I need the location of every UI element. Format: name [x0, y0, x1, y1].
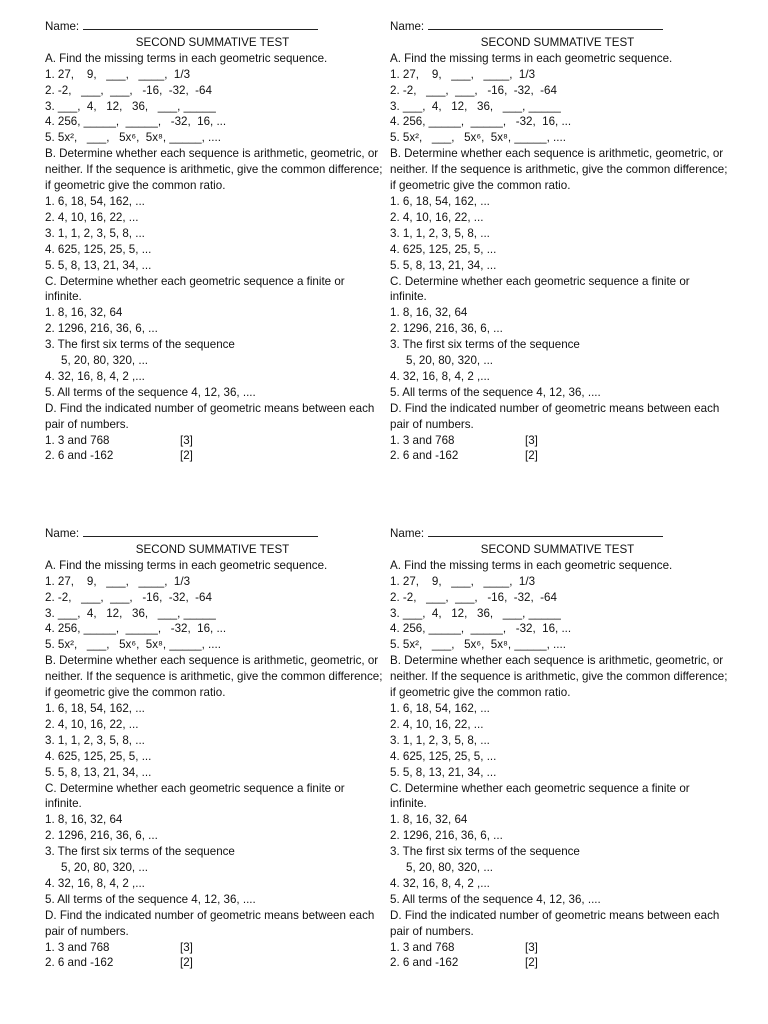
name-label: Name:: [390, 527, 425, 540]
part-a-item: 2. -2, ___, ___, -16, -32, -64: [390, 590, 557, 604]
part-d-item-text: 2. 6 and -162: [390, 449, 459, 463]
part-a-item: 5. 5x², ___, 5x⁶, 5x⁸, _____, ....: [390, 131, 566, 145]
part-c-item: 1. 8, 16, 32, 64: [45, 306, 123, 320]
part-d-heading: D. Find the indicated number of geometric means between each pair of numbers.: [45, 401, 375, 431]
part-d-item-text: 1. 3 and 768: [390, 433, 455, 447]
part-c-item: 3. The first six terms of the sequence: [390, 338, 580, 352]
part-b-item: 4. 625, 125, 25, 5, ...: [45, 749, 152, 763]
part-b-item: 1. 6, 18, 54, 162, ...: [45, 194, 145, 208]
part-c-item-continuation: 5, 20, 80, 320, ...: [61, 354, 149, 368]
part-c-item: 5. All terms of the sequence 4, 12, 36, ....: [390, 385, 601, 399]
test-copy-bottom-right: [390, 526, 728, 971]
part-c-item: 4. 32, 16, 8, 4, 2 ,...: [390, 876, 490, 890]
part-d-item-count: [3]: [180, 433, 193, 447]
part-d-item-count: [2]: [525, 449, 538, 463]
part-c-item: 5. All terms of the sequence 4, 12, 36, ....: [45, 892, 256, 906]
part-a-item: 1. 27, 9, ___, ____, 1/3: [45, 574, 191, 588]
test-title: SECOND SUMMATIVE TEST: [480, 35, 635, 49]
part-a-item: 4. 256, _____, _____, -32, 16, ...: [45, 115, 227, 129]
part-b-heading: B. Determine whether each sequence is arithmetic, geometric, or neither. If the sequence is arithmetic, give the common difference; if geometric give the common ratio.: [390, 147, 728, 193]
part-c-heading: C. Determine whether each geometric sequence a finite or infinite.: [45, 274, 345, 304]
part-d-heading: D. Find the indicated number of geometric means between each pair of numbers.: [390, 401, 720, 431]
part-a-item: 4. 256, _____, _____, -32, 16, ...: [45, 622, 227, 636]
part-a-item: 1. 27, 9, ___, ____, 1/3: [45, 67, 191, 81]
part-a-item: 5. 5x², ___, 5x⁶, 5x⁸, _____, ....: [45, 131, 221, 145]
part-a-item: 5. 5x², ___, 5x⁶, 5x⁸, _____, ....: [45, 638, 221, 652]
part-c-item: 5. All terms of the sequence 4, 12, 36, ....: [45, 385, 256, 399]
part-a-item: 4. 256, _____, _____, -32, 16, ...: [390, 115, 572, 129]
part-c-item: 4. 32, 16, 8, 4, 2 ,...: [45, 876, 145, 890]
part-d-item-text: 2. 6 and -162: [390, 956, 459, 970]
part-d-item: [45, 940, 383, 956]
part-b-heading: B. Determine whether each sequence is arithmetic, geometric, or neither. If the sequence is arithmetic, give the common difference; if geometric give the common ratio.: [45, 654, 383, 700]
name-blank-line: [428, 19, 663, 30]
part-d-item-count: [3]: [180, 940, 193, 954]
test-title: SECOND SUMMATIVE TEST: [135, 542, 290, 556]
part-c-item: 2. 1296, 216, 36, 6, ...: [45, 322, 158, 336]
part-c-item: 3. The first six terms of the sequence: [45, 845, 235, 859]
part-b-item: 1. 6, 18, 54, 162, ...: [390, 194, 490, 208]
part-a-heading: A. Find the missing terms in each geometric sequence.: [390, 51, 673, 65]
part-c-item-continuation: 5, 20, 80, 320, ...: [61, 861, 149, 875]
part-c-item: 1. 8, 16, 32, 64: [390, 306, 468, 320]
test-copy-bottom-left: [45, 526, 383, 971]
part-c-item: 1. 8, 16, 32, 64: [45, 813, 123, 827]
part-d-heading: D. Find the indicated number of geometric means between each pair of numbers.: [45, 908, 375, 938]
part-d-item-count: [3]: [525, 940, 538, 954]
name-label: Name:: [390, 20, 425, 33]
name-field: [45, 526, 383, 542]
part-d-heading: D. Find the indicated number of geometric means between each pair of numbers.: [390, 908, 720, 938]
part-b-item: 4. 625, 125, 25, 5, ...: [390, 242, 497, 256]
part-b-item: 3. 1, 1, 2, 3, 5, 8, ...: [45, 733, 145, 747]
part-b-item: 5. 5, 8, 13, 21, 34, ...: [45, 765, 152, 779]
part-a-heading: A. Find the missing terms in each geometric sequence.: [45, 558, 328, 572]
part-c-item: 1. 8, 16, 32, 64: [390, 813, 468, 827]
part-b-item: 3. 1, 1, 2, 3, 5, 8, ...: [45, 226, 145, 240]
part-c-heading: C. Determine whether each geometric sequence a finite or infinite.: [390, 274, 690, 304]
part-c-item-continuation: 5, 20, 80, 320, ...: [406, 354, 494, 368]
part-d-item: [390, 448, 728, 464]
part-b-item: 1. 6, 18, 54, 162, ...: [390, 701, 490, 715]
part-a-item: 3. ___, 4, 12, 36, ___, _____: [45, 99, 216, 113]
part-a-item: 1. 27, 9, ___, ____, 1/3: [390, 574, 536, 588]
test-copy-top-left: [45, 19, 383, 464]
test-copy-top-right: [390, 19, 728, 464]
part-d-item: [390, 940, 728, 956]
part-a-item: 2. -2, ___, ___, -16, -32, -64: [45, 83, 212, 97]
part-a-heading: A. Find the missing terms in each geometric sequence.: [45, 51, 328, 65]
part-b-heading: B. Determine whether each sequence is arithmetic, geometric, or neither. If the sequence is arithmetic, give the common difference; if geometric give the common ratio.: [390, 654, 728, 700]
name-blank-line: [83, 19, 318, 30]
part-a-heading: A. Find the missing terms in each geometric sequence.: [390, 558, 673, 572]
part-d-item: [390, 433, 728, 449]
part-b-item: 2. 4, 10, 16, 22, ...: [45, 210, 139, 224]
part-b-item: 2. 4, 10, 16, 22, ...: [390, 717, 484, 731]
part-c-item: 3. The first six terms of the sequence: [390, 845, 580, 859]
part-a-item: 4. 256, _____, _____, -32, 16, ...: [390, 622, 572, 636]
part-a-item: 3. ___, 4, 12, 36, ___, _____: [45, 606, 216, 620]
name-field: [45, 19, 383, 35]
test-title: SECOND SUMMATIVE TEST: [480, 542, 635, 556]
part-b-heading: B. Determine whether each sequence is arithmetic, geometric, or neither. If the sequence is arithmetic, give the common difference; if geometric give the common ratio.: [45, 147, 383, 193]
name-blank-line: [428, 526, 663, 537]
part-b-item: 3. 1, 1, 2, 3, 5, 8, ...: [390, 733, 490, 747]
part-c-item-continuation: 5, 20, 80, 320, ...: [406, 861, 494, 875]
part-d-item-text: 1. 3 and 768: [45, 940, 110, 954]
part-c-item: 3. The first six terms of the sequence: [45, 338, 235, 352]
part-a-item: 5. 5x², ___, 5x⁶, 5x⁸, _____, ....: [390, 638, 566, 652]
part-d-item-text: 1. 3 and 768: [390, 940, 455, 954]
part-d-item-count: [2]: [180, 956, 193, 970]
part-a-item: 3. ___, 4, 12, 36, ___, _____: [390, 99, 561, 113]
name-field: [390, 526, 728, 542]
part-c-heading: C. Determine whether each geometric sequence a finite or infinite.: [390, 781, 690, 811]
part-d-item-count: [2]: [525, 956, 538, 970]
part-d-item: [45, 433, 383, 449]
part-d-item-count: [3]: [525, 433, 538, 447]
part-c-item: 2. 1296, 216, 36, 6, ...: [390, 829, 503, 843]
part-d-item-text: 2. 6 and -162: [45, 449, 114, 463]
part-a-item: 2. -2, ___, ___, -16, -32, -64: [390, 83, 557, 97]
part-a-item: 1. 27, 9, ___, ____, 1/3: [390, 67, 536, 81]
part-c-item: 4. 32, 16, 8, 4, 2 ,...: [45, 369, 145, 383]
test-title: SECOND SUMMATIVE TEST: [135, 35, 290, 49]
part-b-item: 1. 6, 18, 54, 162, ...: [45, 701, 145, 715]
part-b-item: 5. 5, 8, 13, 21, 34, ...: [45, 258, 152, 272]
part-b-item: 2. 4, 10, 16, 22, ...: [45, 717, 139, 731]
name-field: [390, 19, 728, 35]
part-a-item: 3. ___, 4, 12, 36, ___, _____: [390, 606, 561, 620]
part-d-item: [45, 448, 383, 464]
part-b-item: 3. 1, 1, 2, 3, 5, 8, ...: [390, 226, 490, 240]
part-b-item: 4. 625, 125, 25, 5, ...: [390, 749, 497, 763]
name-label: Name:: [45, 527, 80, 540]
part-b-item: 4. 625, 125, 25, 5, ...: [45, 242, 152, 256]
name-label: Name:: [45, 20, 80, 33]
part-d-item-text: 1. 3 and 768: [45, 433, 110, 447]
name-blank-line: [83, 526, 318, 537]
part-a-item: 2. -2, ___, ___, -16, -32, -64: [45, 590, 212, 604]
part-c-item: 2. 1296, 216, 36, 6, ...: [45, 829, 158, 843]
part-b-item: 5. 5, 8, 13, 21, 34, ...: [390, 258, 497, 272]
part-d-item-count: [2]: [180, 449, 193, 463]
part-b-item: 5. 5, 8, 13, 21, 34, ...: [390, 765, 497, 779]
part-b-item: 2. 4, 10, 16, 22, ...: [390, 210, 484, 224]
part-c-item: 5. All terms of the sequence 4, 12, 36, ....: [390, 892, 601, 906]
part-c-item: 4. 32, 16, 8, 4, 2 ,...: [390, 369, 490, 383]
part-c-item: 2. 1296, 216, 36, 6, ...: [390, 322, 503, 336]
part-d-item: [45, 955, 383, 971]
part-d-item: [390, 955, 728, 971]
part-c-heading: C. Determine whether each geometric sequence a finite or infinite.: [45, 781, 345, 811]
part-d-item-text: 2. 6 and -162: [45, 956, 114, 970]
